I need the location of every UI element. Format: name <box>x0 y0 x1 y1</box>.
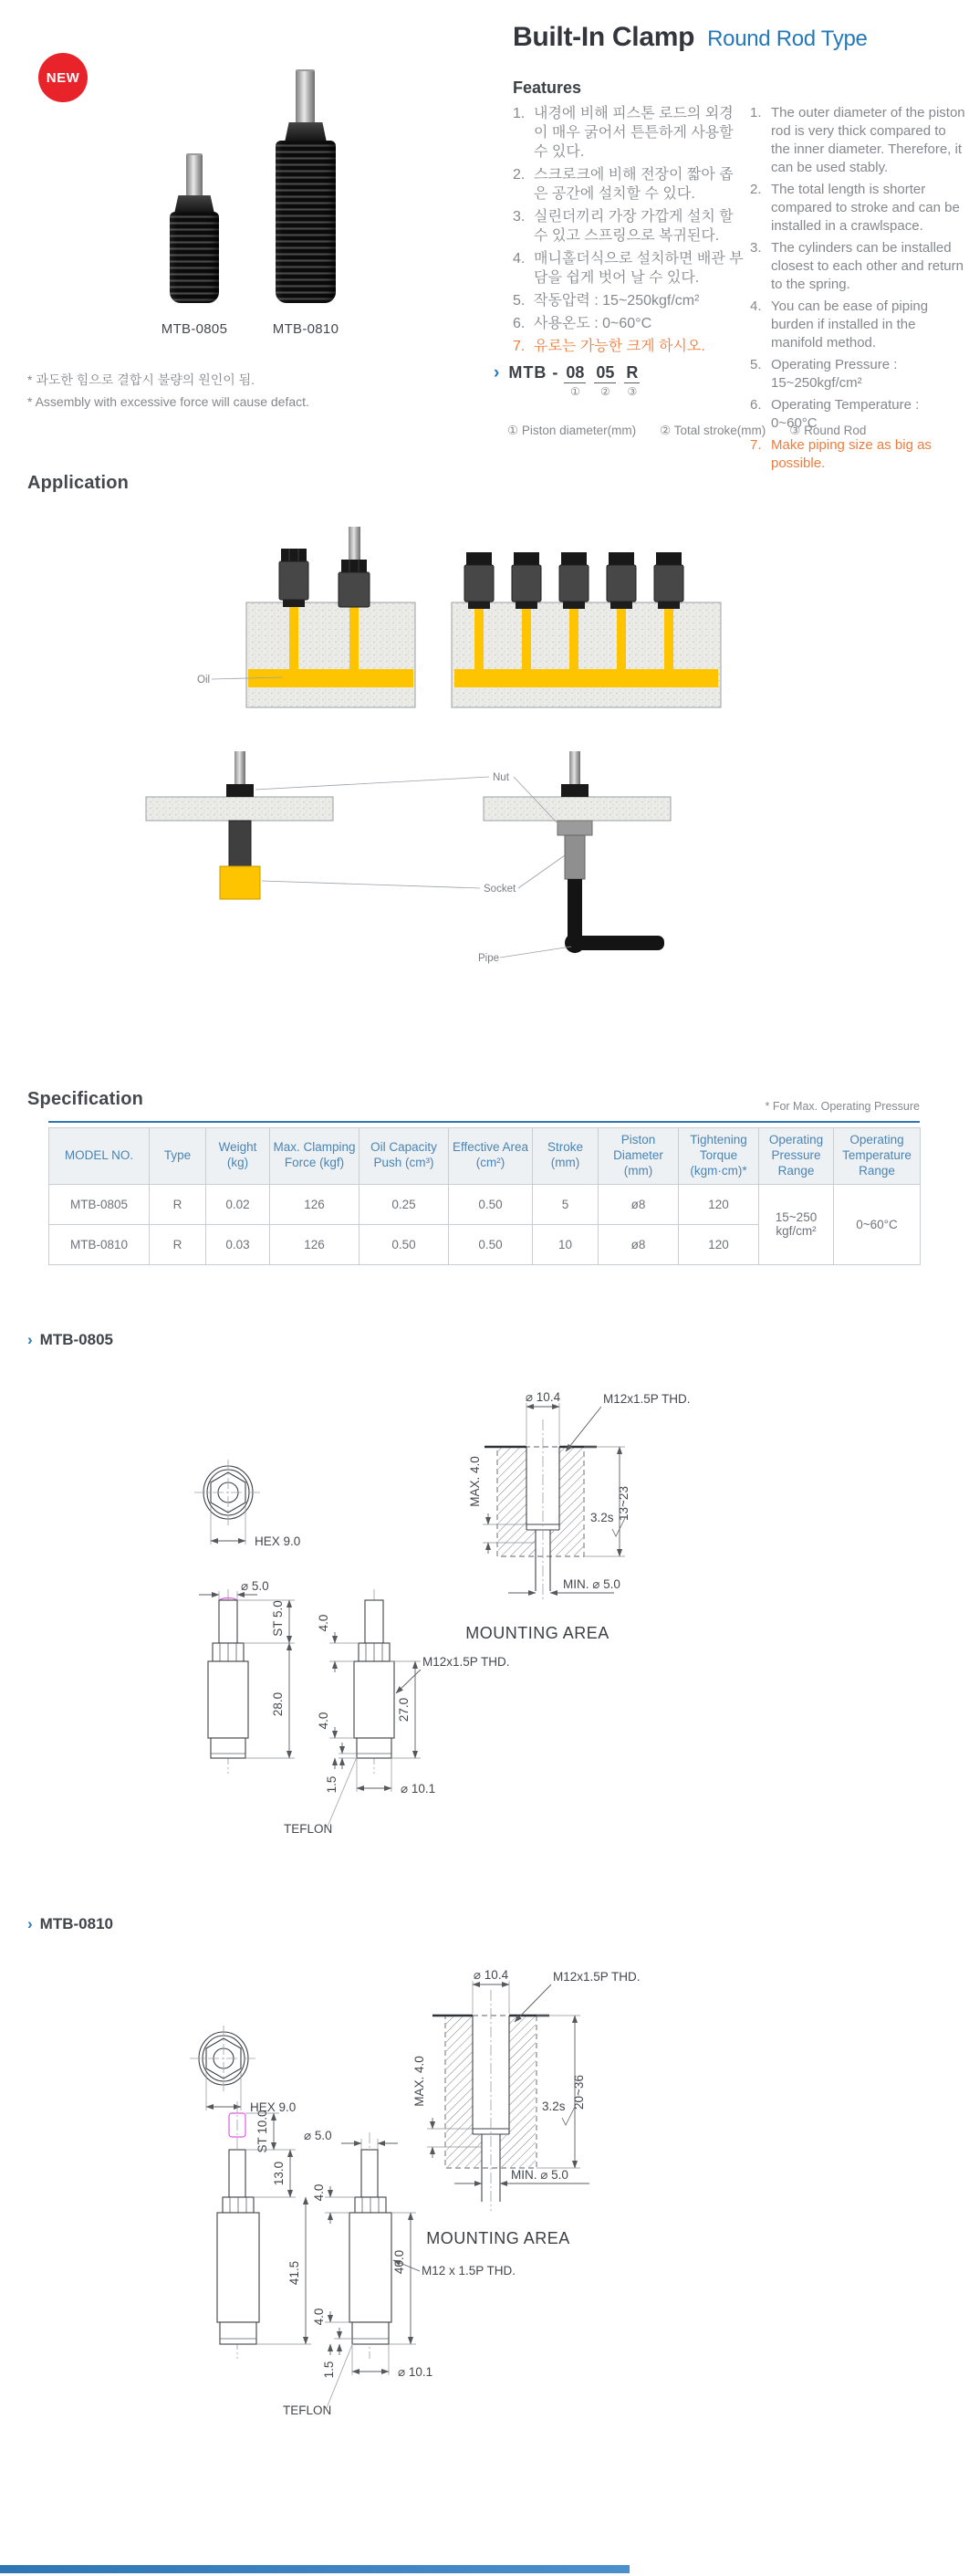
svg-text:⌀ 5.0: ⌀ 5.0 <box>241 1579 269 1593</box>
feature-item: 1. The outer diameter of the piston rod is very thick compared to the inner diameter. Therefore, it can be used stably. <box>750 105 965 175</box>
cell-model: MTB-0810 <box>49 1224 150 1264</box>
svg-text:HEX 9.0: HEX 9.0 <box>255 1534 301 1548</box>
feature-item: 6. 사용온도 : 0~60°C <box>513 316 652 331</box>
threaded-body <box>276 141 336 303</box>
svg-text:M12 x 1.5P THD.: M12 x 1.5P THD. <box>422 2264 516 2278</box>
svg-text:4.0: 4.0 <box>317 1712 330 1730</box>
feature-item-highlight: 7. 유로는 가능한 크게 하시오. <box>513 339 705 354</box>
oil-label: Oil <box>197 675 211 686</box>
svg-text:20~36: 20~36 <box>572 2075 586 2110</box>
svg-text:1.5: 1.5 <box>322 2361 336 2379</box>
socket-label: Socket <box>484 884 516 895</box>
piston-rod <box>296 69 315 124</box>
mtb-0810-heading: › MTB-0810 <box>27 1915 113 1933</box>
svg-text:MAX. 4.0: MAX. 4.0 <box>412 2056 426 2107</box>
footer-accent-bar <box>0 2565 630 2573</box>
hex-top-view <box>190 2026 296 2114</box>
svg-text:⌀ 10.1: ⌀ 10.1 <box>398 2365 433 2379</box>
feature-item: 6. Operating Temperature : 0~60°C <box>750 397 920 431</box>
col-clamping: Max. Clamping Force (kgf) <box>270 1128 359 1185</box>
col-piston: Piston Diameter (mm) <box>599 1128 679 1185</box>
ordering-legend: ① Piston diameter(mm) ② Total stroke(mm) ③ Round Rod <box>507 424 867 437</box>
page-title <box>513 22 868 53</box>
subtitle-text: Round Rod Type <box>707 26 868 51</box>
table-header-row <box>49 1128 921 1185</box>
svg-text:M12x1.5P THD.: M12x1.5P THD. <box>422 1655 510 1669</box>
caution-note-en: * Assembly with excessive force will cause defact. <box>27 391 309 413</box>
svg-text:⌀ 10.1: ⌀ 10.1 <box>401 1782 436 1796</box>
svg-text:M12x1.5P THD.: M12x1.5P THD. <box>603 1392 691 1406</box>
svg-text:3.2s: 3.2s <box>590 1511 614 1524</box>
ordering-segment: R ③ <box>626 363 639 398</box>
svg-text:4.0: 4.0 <box>317 1614 330 1632</box>
features-heading: Features <box>513 79 582 97</box>
svg-text:HEX 9.0: HEX 9.0 <box>250 2100 297 2114</box>
svg-text:M12x1.5P THD.: M12x1.5P THD. <box>553 1970 641 1984</box>
ordering-code <box>494 363 648 398</box>
col-oil: Oil Capacity Push (cm³) <box>359 1128 449 1185</box>
hex-nut <box>285 122 327 142</box>
cell-temperature-range: 0~60°C <box>834 1184 921 1264</box>
feature-item: 5. 작동압력 : 15~250kgf/cm² <box>513 293 700 309</box>
hex-nut <box>174 195 214 214</box>
specification-heading: Specification <box>27 1089 144 1109</box>
side-view-left <box>217 2101 311 2359</box>
svg-text:ST 5.0: ST 5.0 <box>271 1600 285 1637</box>
ordering-segment: 08 ① <box>566 363 585 398</box>
application-heading: Application <box>27 473 130 493</box>
feature-item: 1. 내경에 비해 피스톤 로드의 외경이 매우 굵어서 튼튼하게 사용할 수 있다. <box>513 106 734 160</box>
svg-text:3.2s: 3.2s <box>542 2100 566 2113</box>
svg-text:MIN. ⌀ 5.0: MIN. ⌀ 5.0 <box>563 1577 620 1591</box>
svg-text:⌀ 10.4: ⌀ 10.4 <box>473 1968 509 1982</box>
svg-text:28.0: 28.0 <box>271 1691 285 1717</box>
col-model: MODEL NO. <box>49 1128 150 1185</box>
product-label-0805: MTB-0805 <box>161 321 228 337</box>
feature-item: 2. The total length is shorter compared to stroke and can be installed in a crawlspace. <box>750 182 960 234</box>
manifold-block-left <box>197 527 415 707</box>
manifold-block-right <box>452 552 721 707</box>
svg-text:4.0: 4.0 <box>312 2183 326 2202</box>
svg-text:4.0: 4.0 <box>312 2308 326 2326</box>
table-row: MTB-0810 R 0.03 126 0.50 0.50 10 ø8 120 <box>49 1224 921 1264</box>
feature-item: 3. The cylinders can be installed closest to each other and return to the spring. <box>750 240 964 292</box>
col-pressure: Operating Pressure Range <box>759 1128 834 1185</box>
mtb-0805-heading: › MTB-0805 <box>27 1331 113 1349</box>
nut-label: Nut <box>493 772 509 783</box>
chevron-icon <box>494 363 508 383</box>
svg-text:MOUNTING AREA: MOUNTING AREA <box>465 1624 610 1642</box>
col-temperature: Operating Temperature Range <box>834 1128 921 1185</box>
threaded-body <box>170 212 219 303</box>
product-label-0810: MTB-0810 <box>272 321 339 337</box>
caution-notes <box>27 369 309 413</box>
feature-item: 4. 매니홀더식으로 설치하면 배관 부담을 쉽게 벗어 날 수 있다. <box>513 251 744 286</box>
table-row: MTB-0805 R 0.02 126 0.25 0.50 5 ø8 120 15~250 kgf/cm² 0~60°C <box>49 1184 921 1224</box>
feature-item-highlight: 7. Make piping size as big as possible. <box>750 437 932 471</box>
chevron-icon <box>27 1331 40 1349</box>
svg-text:27.0: 27.0 <box>397 1697 411 1723</box>
new-badge: NEW <box>38 53 88 102</box>
ordering-prefix: MTB - <box>508 363 559 382</box>
svg-text:TEFLON: TEFLON <box>284 1822 333 1836</box>
nut-socket-mounting <box>146 751 333 899</box>
features-list-english <box>750 104 967 473</box>
cell-pressure-range: 15~250 kgf/cm² <box>759 1184 834 1264</box>
side-view-dimensioned <box>283 2129 516 2417</box>
hex-top-view <box>194 1460 300 1548</box>
svg-text:MAX. 4.0: MAX. 4.0 <box>468 1456 482 1507</box>
spec-footnote: * For Max. Operating Pressure <box>765 1100 920 1113</box>
svg-text:41.5: 41.5 <box>287 2260 301 2286</box>
feature-item: 3. 실린더끼리 가장 가깝게 설치 할 수 있고 스프링으로 복귀된다. <box>513 209 734 244</box>
feature-item: 4. You can be ease of piping burden if installed in the manifold method. <box>750 298 929 351</box>
feature-item: 2. 스크로크에 비해 전장이 짧아 좁은 공간에 설치할 수 있다. <box>513 167 734 202</box>
svg-text:13.0: 13.0 <box>272 2161 286 2186</box>
chevron-icon <box>27 1915 40 1933</box>
pipe-mounting <box>484 751 671 953</box>
col-area: Effective Area (cm²) <box>449 1128 533 1185</box>
svg-text:13~23: 13~23 <box>617 1486 630 1521</box>
mtb-0805-drawing <box>151 1365 808 1885</box>
ordering-segment: 05 ② <box>596 363 615 398</box>
features-list-korean <box>513 104 745 356</box>
svg-text:1.5: 1.5 <box>325 1775 339 1794</box>
feature-item: 5. Operating Pressure : 15~250kgf/cm² <box>750 357 898 391</box>
caution-note-kr: * 과도한 힘으로 결합시 불량의 원인이 됨. <box>27 369 309 391</box>
col-stroke: Stroke (mm) <box>533 1128 599 1185</box>
svg-text:40.0: 40.0 <box>392 2249 406 2275</box>
col-weight: Weight (kg) <box>206 1128 270 1185</box>
svg-text:MOUNTING AREA: MOUNTING AREA <box>426 2229 570 2247</box>
specification-table-wrap <box>48 1121 920 1265</box>
pipe-label: Pipe <box>478 953 500 964</box>
side-view-left <box>199 1579 295 1774</box>
cell-model: MTB-0805 <box>49 1184 150 1224</box>
svg-text:ST 10.0: ST 10.0 <box>255 2110 269 2153</box>
title-text: Built-In Clamp <box>513 22 695 52</box>
mtb-0810-drawing <box>137 1953 867 2556</box>
svg-text:⌀ 5.0: ⌀ 5.0 <box>304 2129 332 2142</box>
col-torque: Tightening Torque (kgm·cm)* <box>679 1128 759 1185</box>
svg-text:⌀ 10.4: ⌀ 10.4 <box>525 1390 561 1404</box>
col-type: Type <box>150 1128 206 1185</box>
mounting-area-section <box>412 1968 641 2247</box>
svg-text:MIN. ⌀ 5.0: MIN. ⌀ 5.0 <box>511 2168 568 2182</box>
specification-table <box>48 1127 921 1265</box>
application-diagram <box>91 525 912 1022</box>
svg-text:TEFLON: TEFLON <box>283 2403 332 2417</box>
piston-rod <box>186 153 203 197</box>
mounting-area-section <box>465 1390 690 1642</box>
